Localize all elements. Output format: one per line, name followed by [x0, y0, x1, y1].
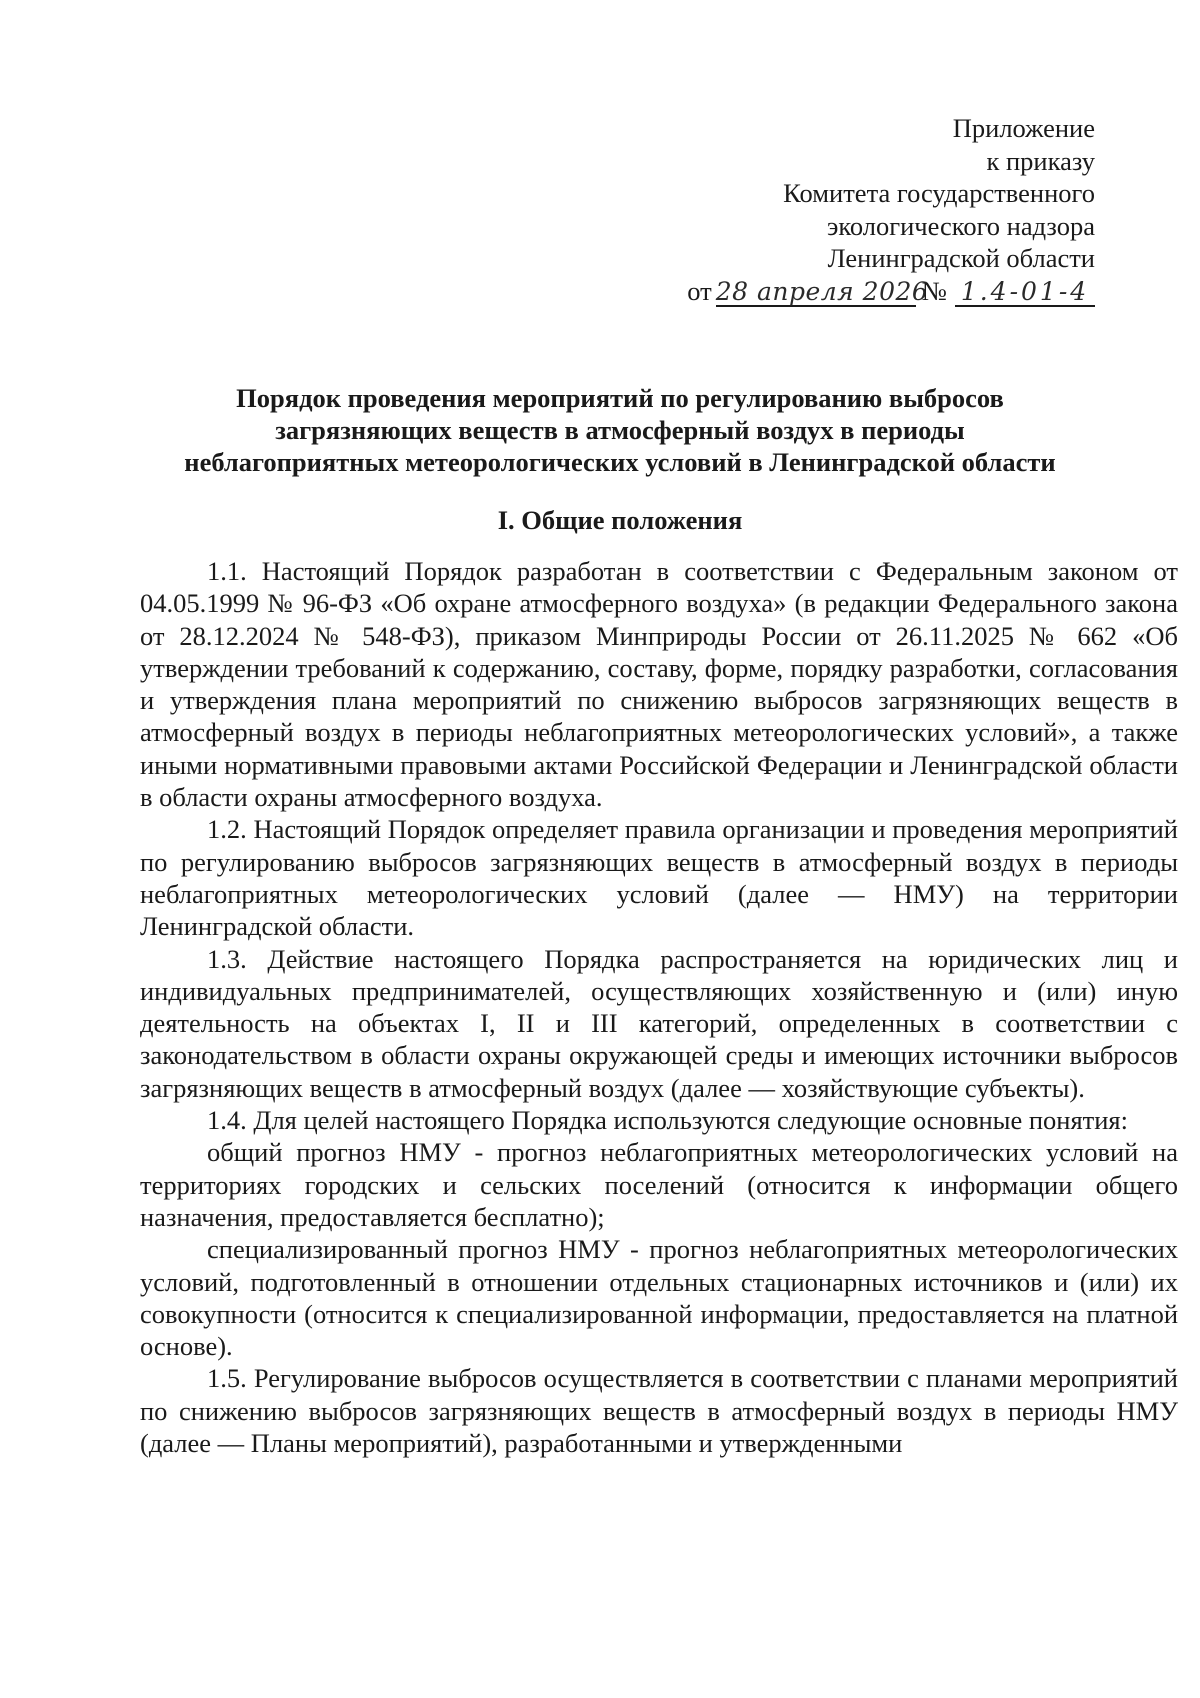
- approval-line: экологического надзора: [826, 210, 1095, 241]
- approval-block: [535, 112, 1095, 307]
- document-title: [140, 382, 1100, 478]
- approval-date-number-line: [535, 275, 1095, 308]
- paragraph-1-4: 1.4. Для целей настоящего Порядка используются следующие основные понятия:: [207, 1105, 1128, 1136]
- paragraph-1-1: 1.1. Настоящий Порядок разработан в соответствии с Федеральным законом от 04.05.1999 № 96-ФЗ «Об охране атмосферного воздуха» (в редакции Федерального закона от 28.12.2024 № 548-ФЗ), приказом Минприроды России от 26.11.2025 № 662 «Об утверждении требований к содержанию, составу, форме, порядку разработки, согласования и утверждения плана мероприятий по снижению выбросов загрязняющих веществ в атмосферный воздух в периоды неблагоприятных метеорологических условий», а также иными нормативными правовыми актами Российской Федерации и Ленинградской области в области охраны атмосферного воздуха.: [140, 556, 1178, 813]
- paragraph-1-3: 1.3. Действие настоящего Порядка распространяется на юридических лиц и индивидуальных предпринимателей, осуществляющих хозяйственную и (или) иную деятельность на объектах I, II и III категорий, определенных в соответствии с законодательством в области охраны окружающей среды и имеющих источники выбросов загрязняющих веществ в атмосферный воздух (далее — хозяйствующие субъекты).: [140, 943, 1178, 1103]
- handwritten-number: 1.4-01-4: [955, 279, 1095, 307]
- title-line: неблагоприятных метеорологических условий в Ленинградской области: [184, 447, 1056, 477]
- title-line: загрязняющих веществ в атмосферный воздух в периоды: [275, 415, 965, 445]
- approval-line: Приложение: [952, 113, 1095, 143]
- handwritten-date: 28 апреля 2026: [715, 276, 929, 306]
- document-body: [140, 555, 1178, 1459]
- section-heading: I. Общие положения: [497, 505, 743, 535]
- definition-specialized-forecast: специализированный прогноз НМУ - прогноз неблагоприятных метеорологических условий, подготовленный в отношении отдельных стационарных источников и (или) их совокупности (относится к специализированной информации, предоставляется на платной основе).: [140, 1234, 1178, 1362]
- from-label: от: [687, 275, 712, 306]
- approval-line: Ленинградской области: [827, 243, 1095, 273]
- approval-line: Комитета государственного: [783, 178, 1095, 208]
- number-label: №: [921, 275, 947, 306]
- paragraph-1-5: 1.5. Регулирование выбросов осуществляется в соответствии с планами мероприятий по снижению выбросов загрязняющих веществ в атмосферный воздух в периоды НМУ (далее — Планы мероприятий), разработанными и утвержденными: [140, 1363, 1178, 1459]
- definition-general-forecast: общий прогноз НМУ - прогноз неблагоприятных метеорологических условий на территориях городских и сельских поселений (относится к информации общего назначения, предоставляется бесплатно);: [140, 1137, 1178, 1232]
- paragraph-1-2: 1.2. Настоящий Порядок определяет правила организации и проведения мероприятий по регулированию выбросов загрязняющих веществ в атмосферный воздух в периоды неблагоприятных метеорологических условий (далее — НМУ) на территории Ленинградской области.: [140, 814, 1178, 942]
- title-line: Порядок проведения мероприятий по регулированию выбросов: [236, 383, 1004, 413]
- approval-line: к приказу: [986, 145, 1095, 176]
